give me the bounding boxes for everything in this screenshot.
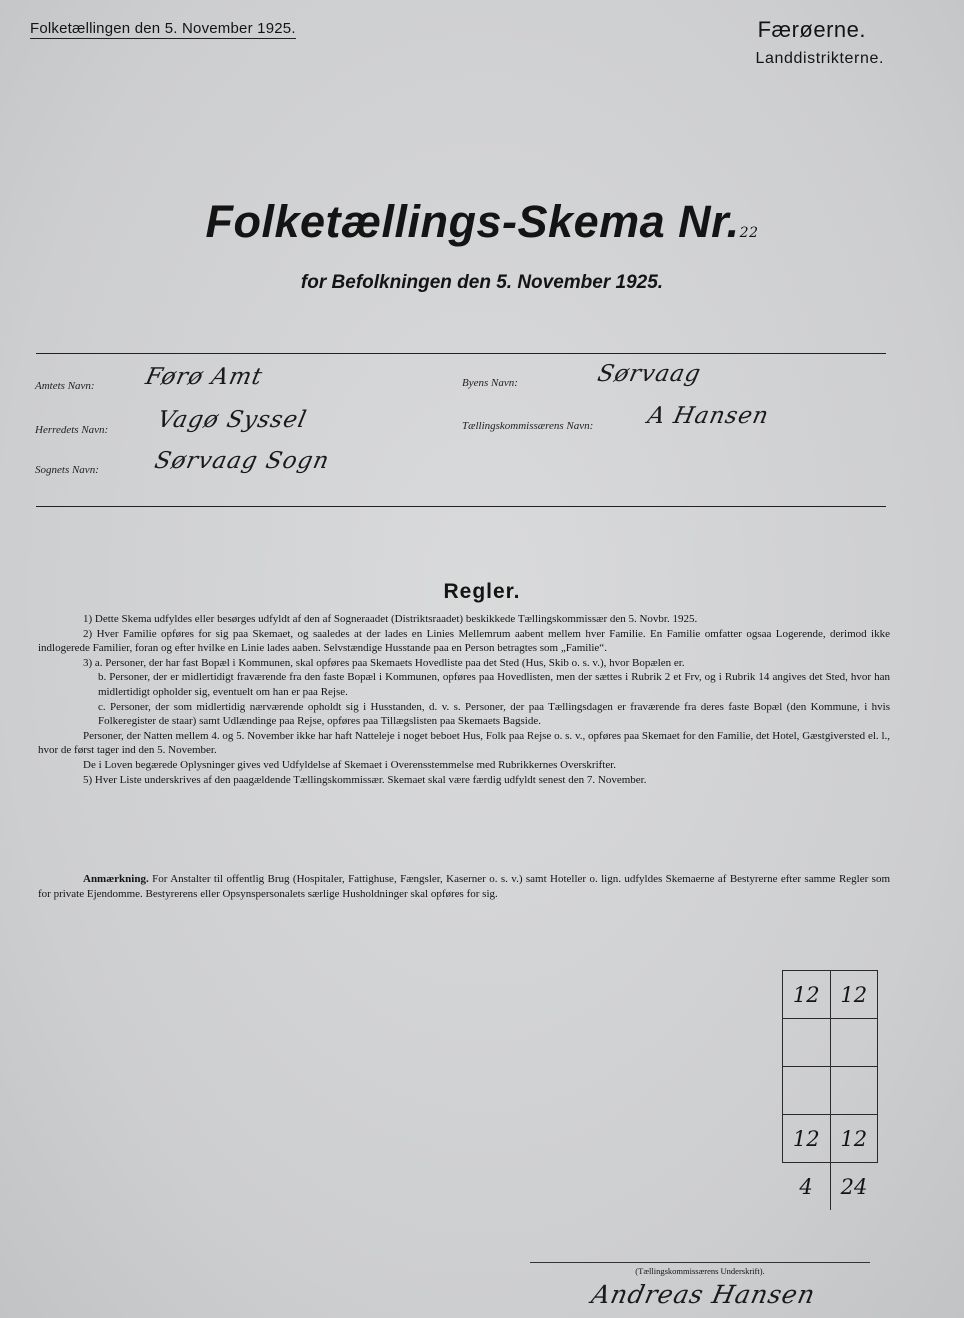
tally-row — [783, 971, 878, 1019]
tally-cell: 12 — [830, 1115, 878, 1163]
rules-body — [38, 612, 890, 787]
herred-label: Herredets Navn: — [35, 424, 109, 436]
form-title-text: Folketællings-Skema Nr. — [205, 196, 740, 247]
amt-value: Førø Amt — [143, 364, 266, 390]
tally-cell — [830, 1019, 878, 1067]
by-value: Sørvaag — [595, 361, 704, 387]
form-subtitle: for Befolkningen den 5. November 1925. — [300, 272, 664, 293]
tally-cell: 24 — [830, 1163, 878, 1211]
amt-label: Amtets Navn: — [35, 380, 95, 392]
form-title — [0, 196, 964, 248]
signature-line — [530, 1262, 870, 1263]
region-label: Færøerne. — [757, 17, 866, 42]
by-label: Byens Navn: — [462, 377, 518, 389]
tally-cell — [830, 1067, 878, 1115]
divider-top — [36, 353, 886, 354]
kommissaer-value: A Hansen — [645, 403, 772, 429]
tally-cell: 12 — [830, 971, 878, 1019]
rule-5: 5) Hver Liste underskrives af den paagældende Tællingskommissær. Skemaet skal være færdig udfyldt senest den 7. November. — [83, 773, 647, 786]
rule-1: 1) Dette Skema udfyldes eller besørges udfyldt af den af Sogneraadet (Distriktsraadet) beskikkede Tællingskommissær den 5. Novbr. 1925. — [83, 613, 698, 625]
tally-cell: 12 — [783, 971, 831, 1019]
tally-row — [783, 1115, 878, 1163]
sogn-label: Sognets Navn: — [35, 464, 99, 476]
tally-cell — [783, 1067, 831, 1115]
rules-heading: Regler. — [443, 580, 521, 603]
form-number-handwritten: 22 — [739, 225, 759, 241]
annotation-label: Anmærkning. — [83, 873, 149, 885]
tally-row — [783, 1019, 878, 1067]
tally-box — [782, 970, 878, 1216]
sogn-value: Sørvaag Sogn — [152, 448, 332, 474]
rule-3a: 3) a. Personer, der har fast Bopæl i Kommunen, skal opføres paa Skemaets Hovedliste paa det Sted (Hus, Skib o. s. v.), hvor Bopælen er. — [83, 656, 685, 669]
annotation-text: For Anstalter til offentlig Brug (Hospitaler, Fattighuse, Fængsler, Kaserner o. s. v.) samt Hoteller o. lign. udfyldes Skemaerne af Bestyrerne efter samme Regler som for private Ejendomme. Bestyrerens eller Opsynspersonalets særlige Husholdninger skal opføres for sig. — [38, 873, 891, 900]
rule-3c: c. Personer, der som midlertidig nærværende opholdt sig i Husstanden, d. v. s. Personer, der paa Tællingsdagen er fraværende fra deres faste Bopæl (den Kommune, i hvis Folkeregister de staar) samt Udlændinge paa Rejse, opføres paa Tillægslisten paa Skemaets Bagside. — [98, 700, 890, 728]
herred-value: Vagø Syssel — [155, 407, 310, 433]
census-date-line: Folketællingen den 5. November 1925. — [30, 20, 296, 37]
district-type-label: Landdistrikterne. — [755, 50, 884, 67]
tally-row — [783, 1163, 878, 1211]
signature-caption: (Tællingskommissærens Underskrift). — [635, 1266, 765, 1276]
rule-4: Personer, der Natten mellem 4. og 5. November ikke har haft Natteleje i noget beboet Hus, Folk paa Rejse o. s. v., opføres paa Skemaet for den Familie, det Hotel, Gæstgiversted el. l., hvor de først tager ind den 5. November. — [38, 729, 890, 757]
annotation — [38, 872, 890, 902]
tally-table — [782, 970, 878, 1210]
rule-5-note: De i Loven begærede Oplysninger gives ved Udfyldelse af Skemaet i Overensstemmelse med Rubrikkernes Overskrifter. — [83, 758, 617, 771]
signature-handwritten: Andreas Hansen — [588, 1280, 819, 1309]
tally-cell: 4 — [799, 1174, 813, 1199]
rule-3b: b. Personer, der er midlertidigt fraværende fra den faste Bopæl i Kommunen, opføres paa Hovedlisten, men der sættes i Rubrik 2 et Frv, og i Rubrik 14 angives det Sted, hvor han midlertidigt opholder sig, eventuelt om han er paa Rejse. — [98, 671, 890, 698]
rule-2: 2) Hver Familie opføres for sig paa Skemaet, og saaledes at der lades en Linies Mellemrum aabent mellem hver Familie. En Familie omfatter ogsaa Logerende, derimod ikke indlogerede Familier, foran og efter hvilke en Linie lades aaben. Selvstændige Husstande paa en Person betragtes som „Familie“. — [38, 627, 890, 655]
tally-cell — [783, 1019, 831, 1067]
tally-cell: 12 — [783, 1115, 831, 1163]
tally-row — [783, 1067, 878, 1115]
divider-bottom — [36, 506, 886, 507]
kommissaer-label: Tællingskommissærens Navn: — [462, 420, 594, 432]
